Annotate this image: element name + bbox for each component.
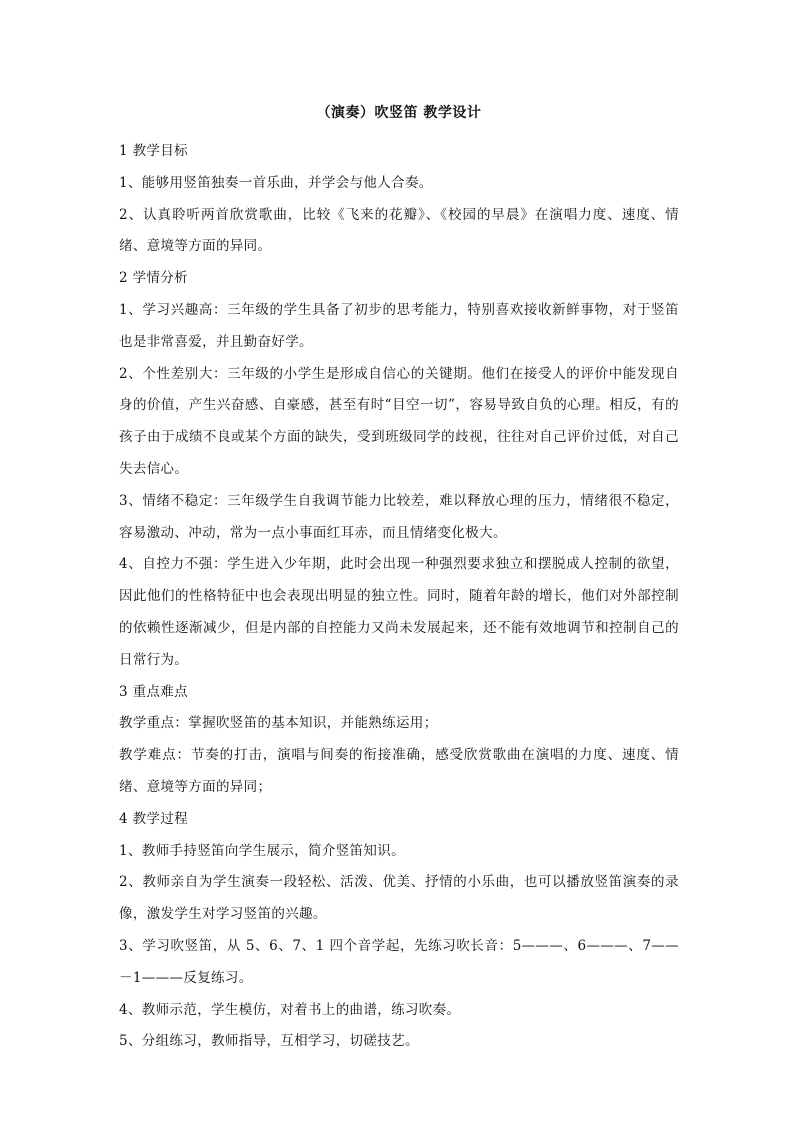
paragraph: 教学重点：掌握吹竖笛的基本知识，并能熟练运用； (119, 715, 438, 732)
paragraph: 3、学习吹竖笛，从 5、6、7、1 四个音学起，先练习吹长音：5———、6———、7——－1———反复练习。 (119, 937, 679, 986)
paragraph: 教学难点：节奏的打击，演唱与间奏的衔接准确，感受欣赏歌曲在演唱的力度、速度、情绪、意境等方面的异同； (119, 747, 679, 795)
paragraph: 1、教师手持竖笛向学生展示，简介竖笛知识。 (119, 842, 405, 859)
paragraph: 2、教师亲自为学生演奏一段轻松、活泼、优美、抒情的小乐曲，也可以播放竖笛演奏的录像，激发学生对学习竖笛的兴趣。 (119, 874, 679, 923)
paragraph: 5、分组练习，教师指导，互相学习，切磋技艺。 (119, 1033, 419, 1050)
paragraph: 2、认真聆听两首欣赏歌曲，比较《飞来的花瓣》、《校园的早晨》在演唱力度、速度、情绪、意境等方面的异同。 (119, 206, 679, 255)
section-heading-process: 4 教学过程 (119, 810, 188, 827)
document-page (119, 104, 679, 1058)
section-heading-analysis: 2 学情分析 (119, 270, 188, 287)
paragraph: 1、学习兴趣高：三年级的学生具备了初步的思考能力，特别喜欢接收新鲜事物，对于竖笛也是非常喜爱，并且勤奋好学。 (119, 301, 679, 350)
paragraph: 1、能够用竖笛独奏一首乐曲，并学会与他人合奏。 (119, 174, 433, 191)
paragraph: 2、个性差别大：三年级的小学生是形成自信心的关键期。他们在接受人的评价中能发现自身的价值，产生兴奋感、自豪感，甚至有时“目空一切”，容易导致自负的心理。相反，有的孩子由于成绩不良或某个方面的缺失，受到班级同学的歧视，往往对自己评价过低，对自己失去信心。 (119, 365, 679, 477)
section-heading-objectives: 1 教学目标 (119, 143, 188, 159)
paragraph: 4、教师示范，学生模仿，对着书上的曲谱，练习吹奏。 (119, 1001, 461, 1018)
section-heading-key-points: 3 重点难点 (119, 683, 188, 700)
paragraph: 4、自控力不强：学生进入少年期，此时会出现一种强烈要求独立和摆脱成人控制的欲望，因此他们的性格特征中也会表现出明显的独立性。同时，随着年龄的增长，他们对外部控制的依赖性逐渐减少，但是内部的自控能力又尚未发展起来，还不能有效地调节和控制自己的日常行为。 (119, 556, 679, 668)
document-title: （演奏）吹竖笛 教学设计 (316, 105, 482, 121)
paragraph: 3、情绪不稳定：三年级学生自我调节能力比较差，难以释放心理的压力，情绪很不稳定，容易激动、冲动，常为一点小事面红耳赤，而且情绪变化极大。 (119, 492, 679, 541)
